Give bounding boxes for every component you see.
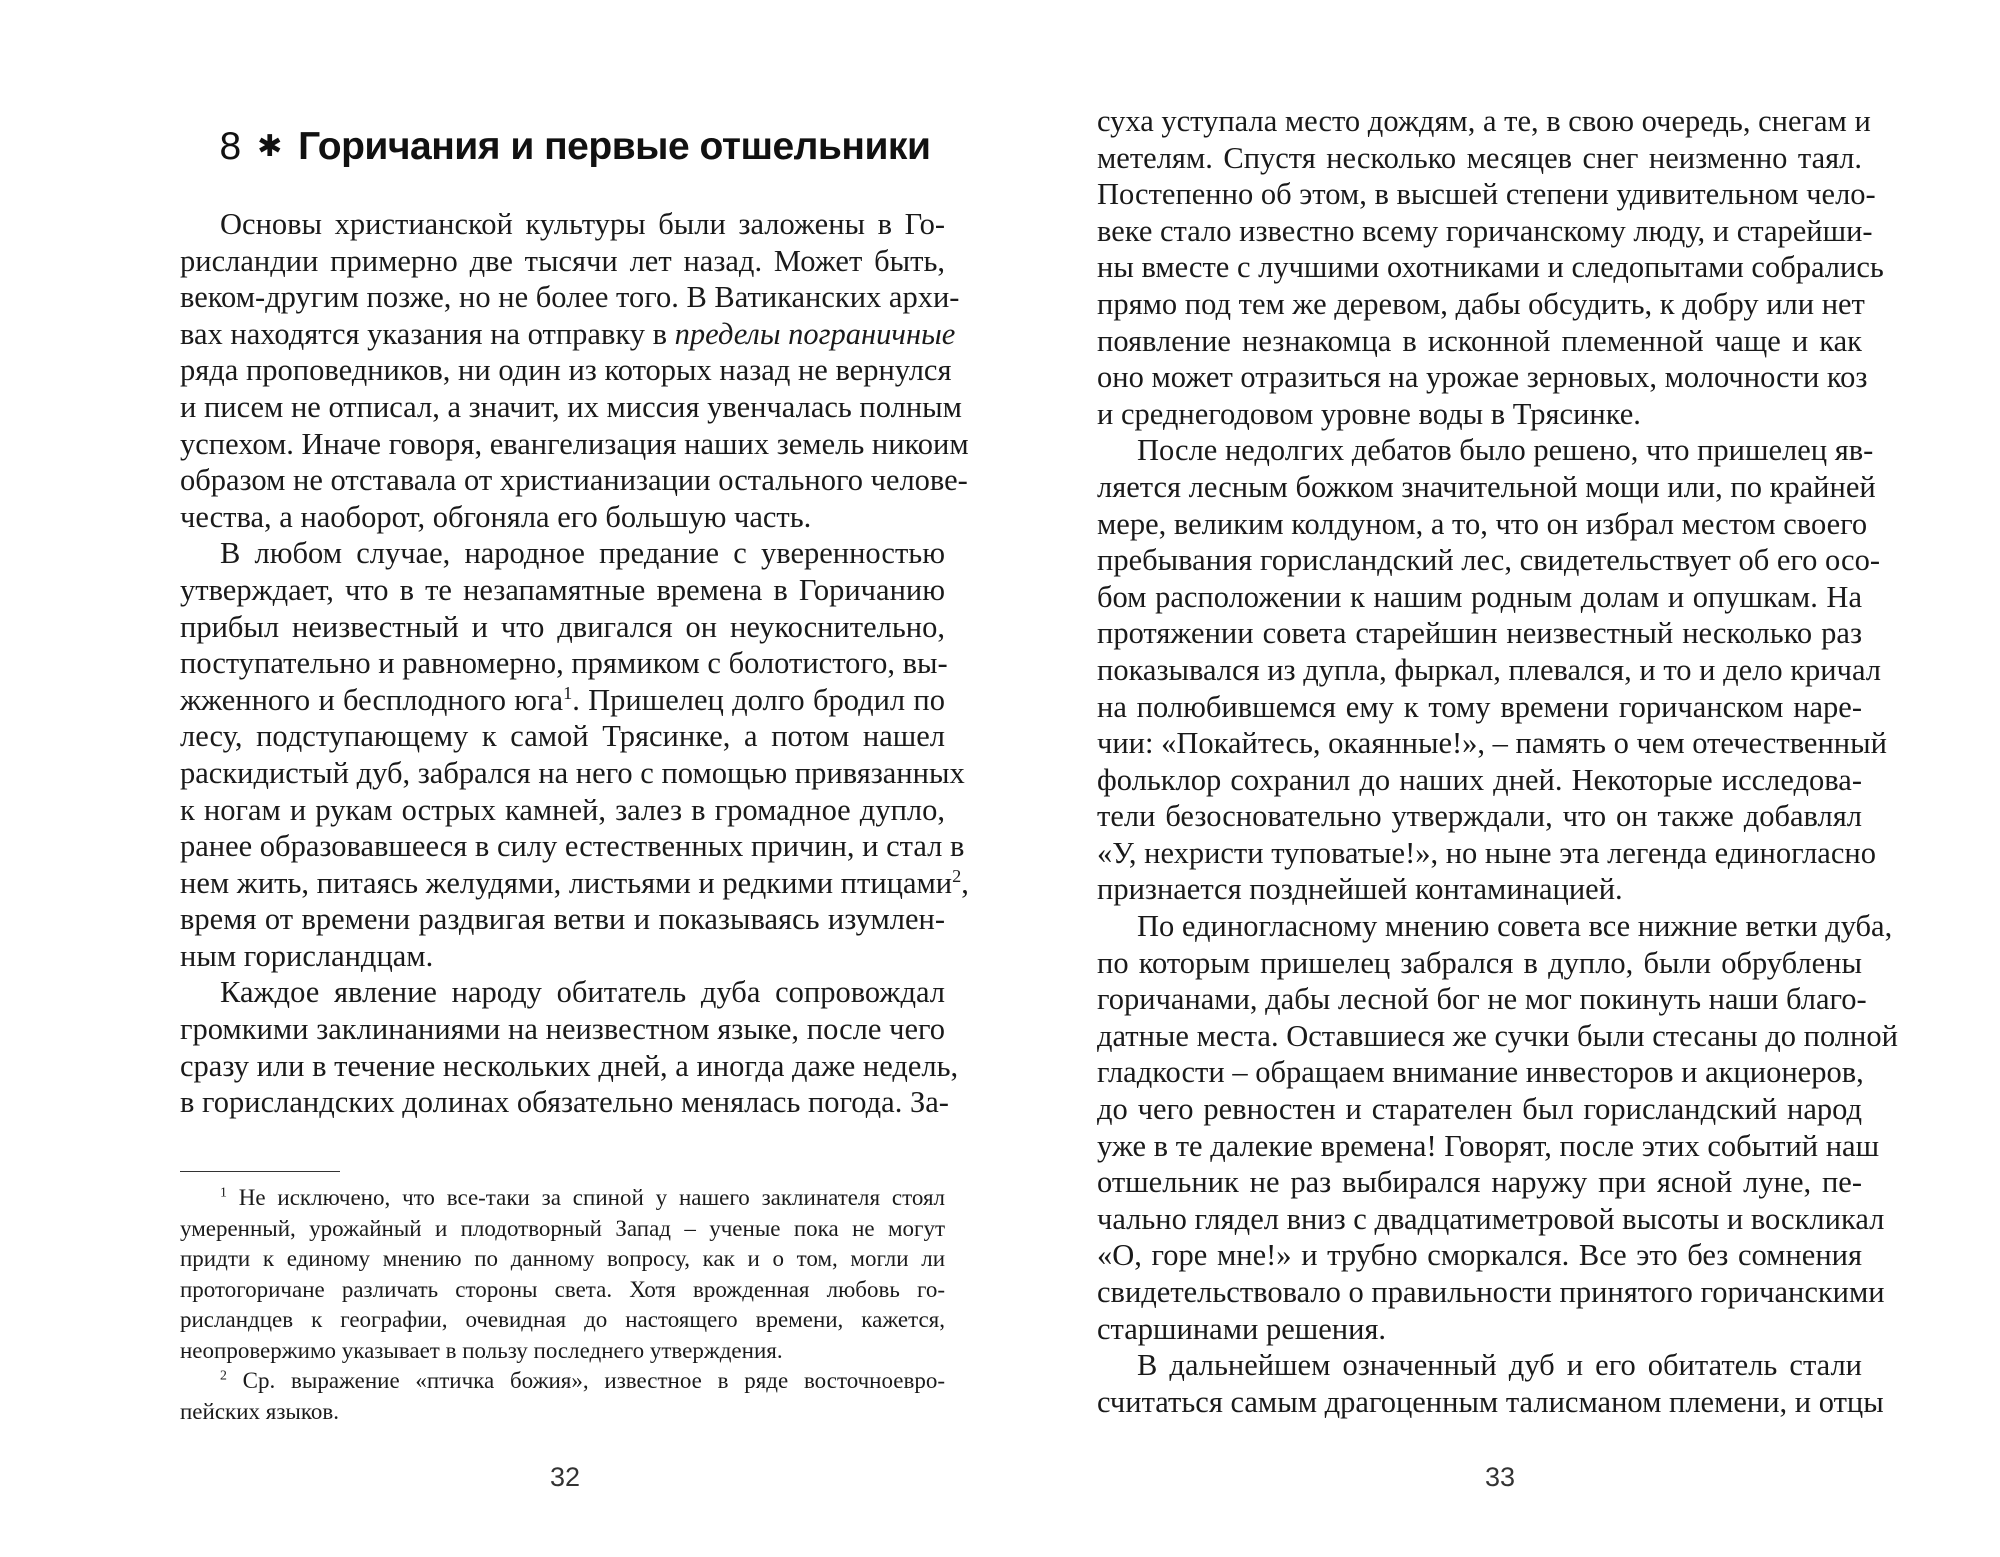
text-line	[180, 682, 945, 719]
footnote-line: умеренный, урожайный и плодотворный Запад – ученые пока не могут	[180, 1215, 945, 1241]
text-line: тели безосновательно утверждали, что он также добавлял	[1097, 799, 1862, 834]
text-line: оно может отразиться на урожае зерновых, молочности коз	[1097, 360, 1868, 395]
text-line: веком-другим позже, но не более того. В Ватиканских архи-	[180, 280, 960, 315]
text-line: В дальнейшем означенный дуб и его обитатель стали	[1137, 1348, 1862, 1383]
chapter-heading	[180, 125, 970, 169]
text-line: раскидистый дуб, забрался на него с помощью привязанных	[180, 755, 965, 790]
text-line: громкими заклинаниями на неизвестном языке, после чего	[180, 1012, 945, 1047]
text-line: время от времени раздвигая ветви и показываясь изумлен-	[180, 902, 945, 937]
text-line: и среднегодовом уровне воды в Трясинке.	[1097, 396, 1641, 431]
text-line: Каждое явление народу обитатель дуба сопровождал	[220, 975, 945, 1010]
paragraph	[1097, 103, 1884, 432]
text-line: до чего ревностен и старателен был горисландский народ	[1097, 1092, 1862, 1127]
text-line: ляется лесным божком значительной мощи или, по крайней	[1097, 469, 1876, 504]
paragraph	[180, 206, 969, 535]
text-line: чества, а наоборот, обгоняла его большую часть.	[180, 499, 812, 534]
star-separator-icon: ✱	[257, 130, 282, 163]
text-line: фольклор сохранил до наших дней. Некоторые исследова-	[1097, 762, 1862, 797]
text-line: признается позднейшей контаминацией.	[1097, 872, 1623, 907]
page-number: 32	[549, 1462, 581, 1492]
footnote-line: рисландцев к географии, очевидная до настоящего времени, кажется,	[180, 1307, 945, 1332]
text-line: отшельник не раз выбирался наружу при ясной луне, пе-	[1097, 1165, 1862, 1200]
text-line: чально глядел вниз с двадцатиметровой высоты и воскликал	[1097, 1201, 1885, 1236]
text-line: суха уступала место дождям, а те, в свою очередь, снегам и	[1097, 104, 1871, 138]
text-line: на полюбившемся ему к тому времени горичанском наре-	[1097, 689, 1862, 724]
text-line: уже в те далекие времена! Говорят, после этих событий наш	[1097, 1128, 1880, 1163]
text-line: датные места. Оставшиеся же сучки были стесаны до полной	[1097, 1018, 1898, 1053]
text-line: мере, великим колдуном, а то, что он избрал местом своего	[1097, 506, 1868, 541]
text-segment: ,	[961, 865, 969, 900]
footnote-mark-1: 1	[220, 1184, 227, 1200]
text-line: Постепенно об этом, в высшей степени удивительном чело-	[1097, 177, 1876, 212]
text-segment: нем жить, питаясь желудями, листьями и редкими птицами	[180, 865, 953, 900]
text-line: рисландии примерно две тысячи лет назад. Может быть,	[180, 243, 945, 278]
text-line: веке стало известно всему горичанскому люду, и старейши-	[1097, 213, 1873, 248]
footnote-line: неопровержимо указывает в пользу последнего утверждения.	[180, 1337, 783, 1363]
text-line	[180, 316, 956, 353]
footnotes	[180, 1183, 945, 1427]
paragraph	[180, 974, 959, 1120]
text-line: Основы христианской культуры были заложены в Го-	[220, 207, 945, 241]
text-line: к ногам и рукам острых камней, залез в громадное дупло,	[180, 792, 945, 827]
text-line: В любом случае, народное предание с уверенностью	[220, 536, 945, 571]
right-page	[1000, 0, 2000, 1557]
text-line: прямо под тем же деревом, дабы обсудить, к добру или нет	[1097, 286, 1865, 321]
footnote-ref-1[interactable]: 1	[563, 682, 573, 703]
chapter-number: 8	[219, 125, 241, 168]
text-line: утверждает, что в те незапамятные времена в Горичанию	[180, 572, 945, 607]
footnote-line: протогоричане различать стороны света. Хотя врожденная любовь го-	[180, 1276, 945, 1302]
chapter-title: Горичания и первые отшельники	[298, 125, 931, 168]
paragraph	[1097, 1347, 1884, 1420]
text-segment: жженного и бесплодного юга	[180, 682, 564, 717]
text-line: поступательно и равномерно, прямиком с болотистого, вы-	[180, 646, 948, 681]
text-line: «О, горе мне!» и трубно сморкался. Все это без сомнения	[1097, 1238, 1862, 1273]
text-line: в горисландских долинах обязательно менялась погода. За-	[180, 1085, 949, 1120]
text-line: протяжении совета старейшин неизвестный несколько раз	[1097, 616, 1862, 651]
text-line: ным горисландцам.	[180, 938, 434, 973]
footnote-ref-2[interactable]: 2	[952, 865, 962, 886]
text-line: метелям. Спустя несколько месяцев снег неизменно таял.	[1097, 140, 1862, 175]
text-segment: вах находятся указания на отправку в	[180, 316, 675, 351]
text-line: чии: «Покайтесь, окаянные!», – память о чем отечественный	[1097, 726, 1887, 761]
right-body-text	[1097, 103, 1898, 1420]
text-line: ряда проповедников, ни один из которых назад не вернулся	[180, 353, 952, 388]
text-line: горичанами, дабы лесной бог не мог покинуть наши благо-	[1097, 982, 1867, 1017]
footnote-line: придти к единому мнению по данному вопросу, как и о том, могли ли	[180, 1246, 945, 1271]
text-line: свидетельствовало о правильности принятого горичанскими	[1097, 1275, 1885, 1309]
paragraph	[1097, 908, 1898, 1347]
text-line: «У, нехристи туповатые!», но ныне эта легенда единогласно	[1097, 835, 1876, 870]
text-line: пребывания горисландский лес, свидетельствует об его осо-	[1097, 543, 1880, 578]
text-line: считаться самым драгоценным талисманом племени, и отцы	[1097, 1384, 1884, 1419]
text-line	[180, 865, 969, 902]
paragraph	[180, 535, 969, 974]
footnote-text: Ср. выражение «птичка божия», известное в ряде восточноевро-	[242, 1368, 945, 1393]
italic-phrase: пределы пограничные	[674, 316, 956, 351]
text-line: сразу или в течение нескольких дней, а иногда даже недель,	[180, 1048, 959, 1083]
text-line: По единогласному мнению совета все нижние ветки дуба,	[1137, 909, 1893, 944]
text-line: показывался из дупла, фыркал, плевался, и то и дело кричал	[1097, 652, 1881, 687]
text-line: После недолгих дебатов было решено, что пришелец яв-	[1137, 433, 1874, 468]
text-line: образом не отставала от христианизации остального челове-	[180, 463, 968, 498]
page-number: 33	[1484, 1462, 1516, 1492]
text-line: бом расположении к нашим родным долам и опушкам. На	[1097, 579, 1862, 614]
text-line: старшинами решения.	[1097, 1311, 1387, 1346]
text-line: и писем не отписал, а значит, их миссия увенчалась полным	[180, 389, 962, 424]
paragraph	[1097, 432, 1887, 908]
text-segment: . Пришелец долго бродил по	[572, 682, 945, 717]
footnote-divider	[180, 1171, 340, 1172]
text-line: лесу, подступающему к самой Трясинке, а потом нашел	[180, 719, 945, 754]
text-line: ранее образовавшееся в силу естественных причин, и стал в	[180, 829, 965, 864]
text-line: гладкости – обращаем внимание инвесторов и акционеров,	[1097, 1055, 1864, 1090]
text-line: успехом. Иначе говоря, евангелизация наших земель никоим	[180, 426, 969, 461]
footnote-text: Не исключено, что все-таки за спиной у нашего заклинателя стоял	[238, 1185, 945, 1210]
footnote-line	[180, 1366, 945, 1397]
footnote-line: пейских языков.	[180, 1398, 340, 1424]
footnote-mark-2: 2	[220, 1367, 227, 1383]
footnote-line	[180, 1183, 945, 1214]
text-line: ны вместе с лучшими охотниками и следопытами собрались	[1097, 250, 1884, 285]
text-line: прибыл неизвестный и что двигался он неукоснительно,	[180, 609, 945, 644]
left-body-text	[180, 206, 969, 1121]
text-line: появление незнакомца в исконной племенной чаще и как	[1097, 323, 1862, 358]
text-line: по которым пришелец забрался в дупло, были обрублены	[1097, 945, 1862, 980]
